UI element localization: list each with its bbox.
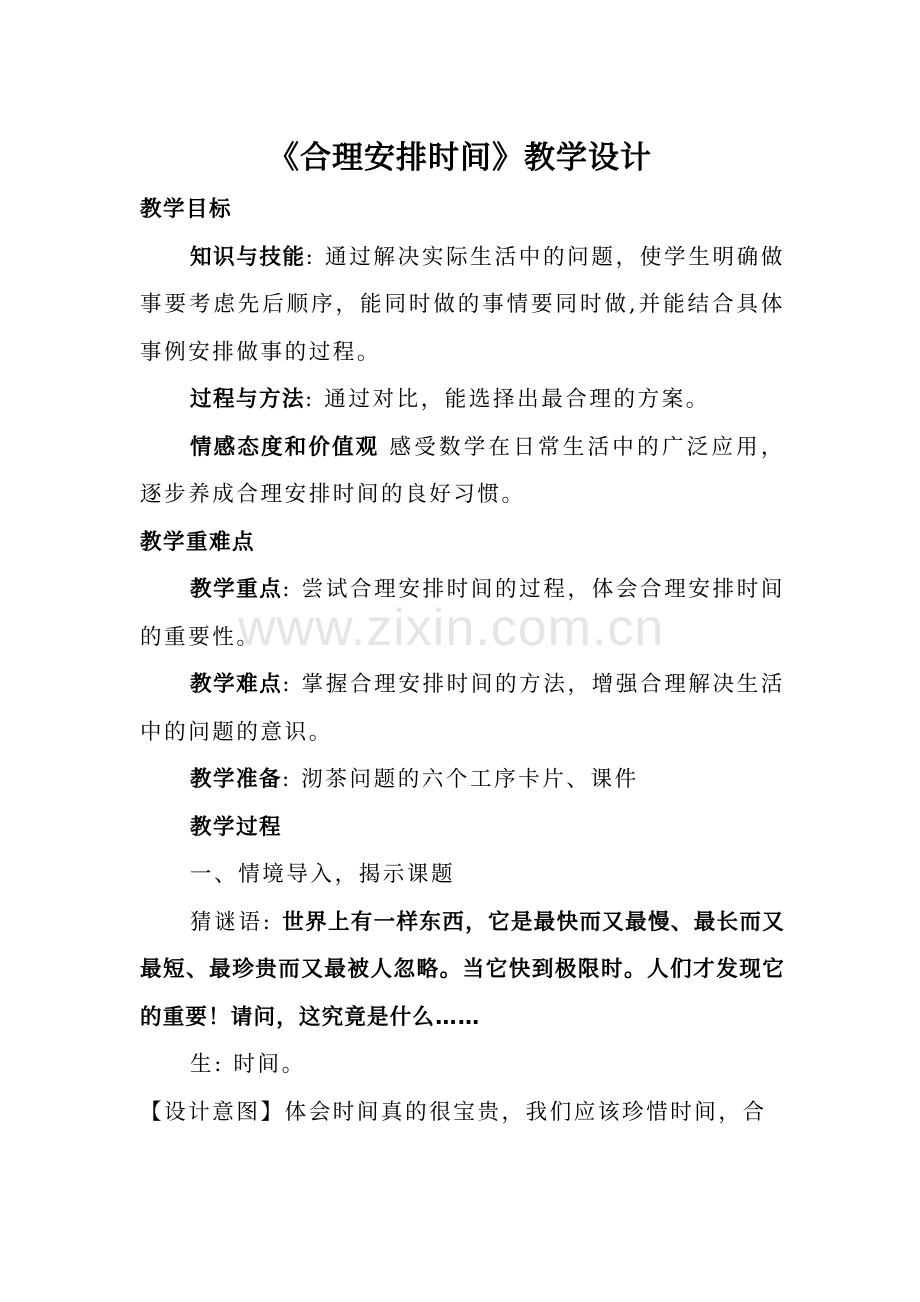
key-point-paragraph xyxy=(140,566,785,661)
riddle-label: 猜谜语: xyxy=(190,909,283,935)
design-intent-paragraph: 【设计意图】体会时间真的很宝贵，我们应该珍惜时间，合 xyxy=(140,1099,767,1125)
step-one-heading: 一、情境导入，揭示课题 xyxy=(190,862,456,887)
watermark: www.zixin.com.cn xyxy=(238,599,665,657)
difficulty-text: : 掌握合理安排时间的方法，增强合理解决生活中的问题的意识。 xyxy=(140,672,785,745)
document-body xyxy=(140,186,785,1136)
emotion-paragraph xyxy=(140,424,785,519)
document-title: 《合理安排时间》教学设计 xyxy=(268,140,652,176)
key-point-text: : 尝试合理安排时间的过程，体会合理安排时间的重要性。 xyxy=(140,577,785,650)
emotion-label: 情感态度和价值观 xyxy=(190,434,380,460)
key-point-label: 教学重点 xyxy=(190,577,283,602)
section-heading-goals: 教学目标 xyxy=(140,197,233,222)
process-label: 过程与方法 xyxy=(190,387,306,412)
riddle-text: 世界上有一样东西，它是最快而又最慢、最长而又最短、最珍贵而又最被人忽略。当它快到极限时。人们才发现它的重要！请问，这究竟是什么…… xyxy=(140,909,785,1030)
preparation-label: 教学准备 xyxy=(190,767,283,792)
emotion-text: 感受数学在日常生活中的广泛应用，逐步养成合理安排时间的良好习惯。 xyxy=(140,434,785,507)
difficulty-label: 教学难点 xyxy=(190,672,283,697)
knowledge-paragraph xyxy=(140,234,785,377)
process-heading: 教学过程 xyxy=(190,814,283,840)
knowledge-label: 知识与技能 xyxy=(190,244,306,270)
preparation-text: : 沏茶问题的六个工序卡片、课件 xyxy=(282,767,639,792)
knowledge-text: : 通过解决实际生活中的问题，使学生明确做事要考虑先后顺序，能同时做的事情要同时做,并能结合具体事例安排做事的过程。 xyxy=(140,244,785,365)
process-text: : 通过对比，能选择出最合理的方案。 xyxy=(305,387,710,412)
preparation-paragraph xyxy=(140,756,785,804)
student-answer: 生: 时间。 xyxy=(190,1052,306,1077)
difficulty-paragraph xyxy=(140,661,785,756)
section-heading-key-points: 教学重难点 xyxy=(140,529,256,555)
process-method-paragraph xyxy=(140,376,785,424)
riddle-paragraph xyxy=(140,899,785,1042)
